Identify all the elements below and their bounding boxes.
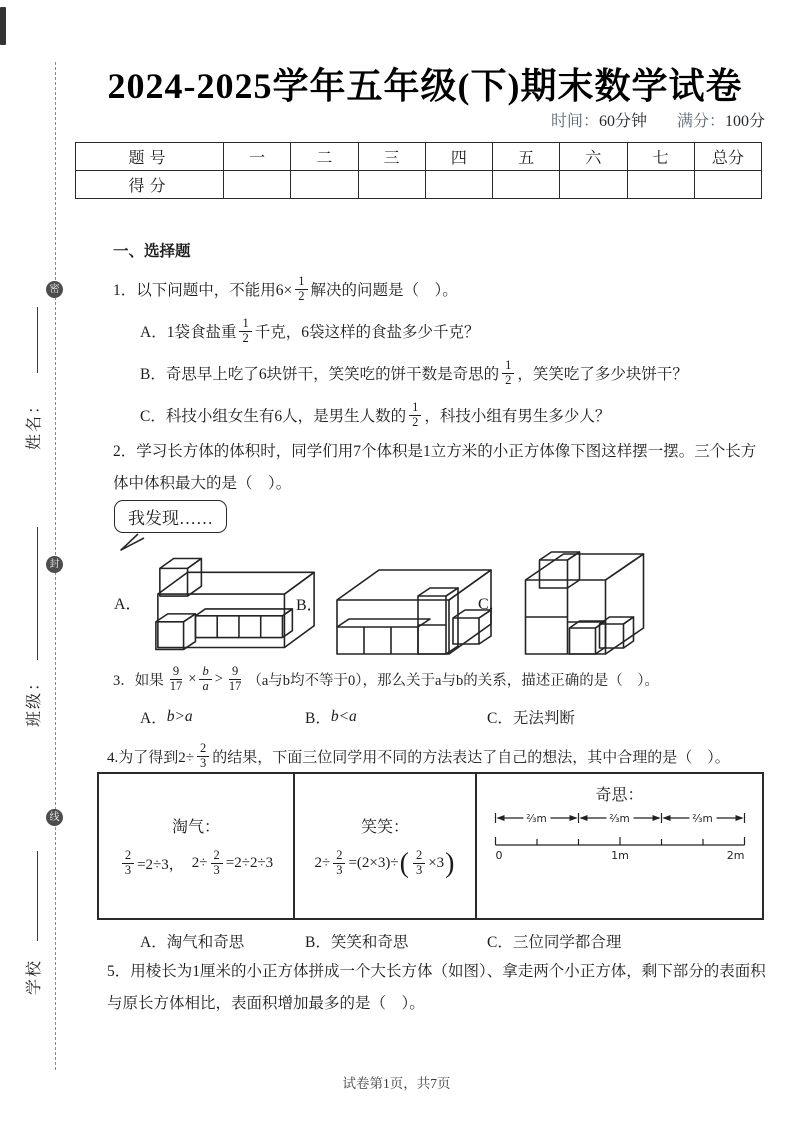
question-4: 4.为了得到2÷ $\frac{2}{3}$ 的结果，下面三位同学用不同的方法表达了自己的想法，其中合理的是（ ）。 (107, 740, 730, 770)
score-col-3: 三 (358, 143, 425, 171)
diagram-group-c (478, 546, 664, 658)
q3-fraction-2: $\frac{b}{a}$ (199, 665, 211, 694)
taoqi-name: 淘气： (171, 819, 220, 837)
diagram-group-b (296, 548, 507, 658)
q3-option-b: B． b<a (305, 708, 357, 727)
score-col-2: 二 (291, 143, 358, 171)
q1b-fraction: $\frac{1}{2}$ (502, 359, 514, 388)
diagram-group-a (114, 552, 324, 652)
q1-option-c: C．科技小组女生有6人，是男生人数的 $\frac{1}{2}$ ，科技小组有男生多少人？ (140, 399, 611, 429)
time-value: 60分钟 (598, 113, 647, 130)
score-table-score-row (76, 171, 762, 199)
class-blank-line (37, 527, 38, 660)
diagram-b-label: B． (296, 596, 323, 614)
svg-text:2m: 2m (726, 849, 744, 862)
q1-option-b: B．奇思早上吃了6块饼干，笑笑吃的饼干数是奇思的 $\frac{1}{2}$ ，笑笑吃了多少块饼干？ (140, 357, 688, 387)
q4-option-c: C．三位同学都合理 (487, 934, 622, 951)
time-label: 时间： (550, 113, 599, 130)
taoqi-cell (98, 773, 294, 919)
page-title: 2024-2025学年五年级(下)期末数学试卷 (107, 66, 743, 106)
question-1 (113, 268, 458, 310)
svg-text:0: 0 (495, 849, 502, 862)
question-2: 2．学习长方体的体积时，同学们用7个体积是1立方米的小正方体像下图这样摆一摆。三个长方体中体积最大的是（ ）。 (113, 443, 757, 492)
qisi-cell (476, 773, 763, 919)
score-col-5: 五 (493, 143, 560, 171)
score-row-label: 得分 (76, 171, 224, 199)
q1a-fraction: $\frac{1}{2}$ (239, 317, 251, 346)
q4-option-a: A．淘气和奇思 (140, 934, 245, 951)
q1-text-pre: 1．以下问题中，不能用6× (113, 282, 293, 299)
cube-diagram-c (509, 546, 664, 658)
section-heading: 一、选择题 (113, 243, 191, 260)
score-col-1: 一 (224, 143, 291, 171)
speech-bubble: 我发现…… (114, 500, 227, 533)
speech-bubble-tail (118, 533, 148, 553)
page-footer: 试卷第1页，共7页 (342, 1076, 451, 1091)
q1-option-a: A．1袋食盐重 $\frac{1}{2}$ 千克，6袋这样的食盐多少千克？ (140, 315, 480, 345)
scan-artifact (0, 7, 6, 45)
svg-text:⅔m: ⅔m (525, 813, 547, 825)
seal-stamp-mi: 密 (46, 281, 63, 298)
xiaoxiao-cell (294, 773, 476, 919)
q4-methods-table (97, 772, 764, 920)
svg-text:1m: 1m (610, 849, 629, 862)
q3-fraction-1: $\frac{9}{17}$ (169, 663, 183, 693)
score-col-6: 六 (560, 143, 627, 171)
q1c-fraction: $\frac{1}{2}$ (409, 401, 421, 430)
score-col-7: 七 (627, 143, 694, 171)
score-table-header-row (76, 143, 762, 171)
score-table-corner: 题号 (76, 143, 224, 171)
score-col-total: 总分 (694, 143, 761, 171)
question-5: 5．用棱长为1厘米的小正方体拼成一个大长方体（如图）、拿走两个小正方体，剩下部分的表面积与原长方体相比，表面积增加最多的是（ ）。 (107, 963, 766, 1012)
school-label: 学校 (26, 959, 43, 996)
q4-option-b: B．笑笑和奇思 (305, 934, 409, 951)
xiaoxiao-name: 笑笑： (360, 819, 409, 837)
diagram-a-label: A． (114, 595, 142, 613)
q3-fraction-3: $\frac{9}{17}$ (228, 663, 242, 693)
name-blank-line (37, 307, 38, 373)
exam-meta (85, 108, 765, 131)
qisi-name: 奇思： (595, 787, 644, 804)
seal-stamp-xian: 线 (46, 809, 63, 826)
class-label: 班级： (26, 673, 43, 728)
name-label: 姓名： (26, 396, 43, 451)
question-3: 3．如果 $\frac{9}{17}$ × $\frac{b}{a}$ > $\frac{9}{17}$ （a与b均不等于0），那么关于a与b的关系，描述正确的是（ ）。 (113, 663, 659, 693)
q4-fraction: $\frac{2}{3}$ (197, 742, 209, 771)
svg-text:⅔m: ⅔m (608, 813, 630, 825)
q3-option-c: C． 无法判断 (487, 710, 575, 727)
qisi-number-line (485, 809, 755, 867)
xiaoxiao-formula: 2÷ $\frac{2}{3}$ =(2×3)÷ ( $\frac{2}{3}$ ×3 ) (314, 847, 455, 879)
svg-text:⅔m: ⅔m (691, 813, 713, 825)
q3-option-a: A． b>a (140, 708, 193, 727)
score-col-4: 四 (425, 143, 492, 171)
seal-stamp-feng: 封 (46, 556, 63, 573)
q1-fraction: $\frac{1}{2}$ (295, 275, 307, 304)
school-blank-line (37, 851, 38, 941)
fullscore-value: 100分 (724, 113, 765, 130)
diagram-c-label: C． (478, 595, 505, 613)
q1-text-post: 解决的问题是（ ）。 (310, 282, 458, 299)
score-table (75, 142, 762, 199)
fullscore-label: 满分： (676, 113, 725, 130)
taoqi-formula: $\frac{2}{3}$ =2÷3， 2÷ $\frac{2}{3}$ =2÷2÷3 (99, 849, 293, 878)
